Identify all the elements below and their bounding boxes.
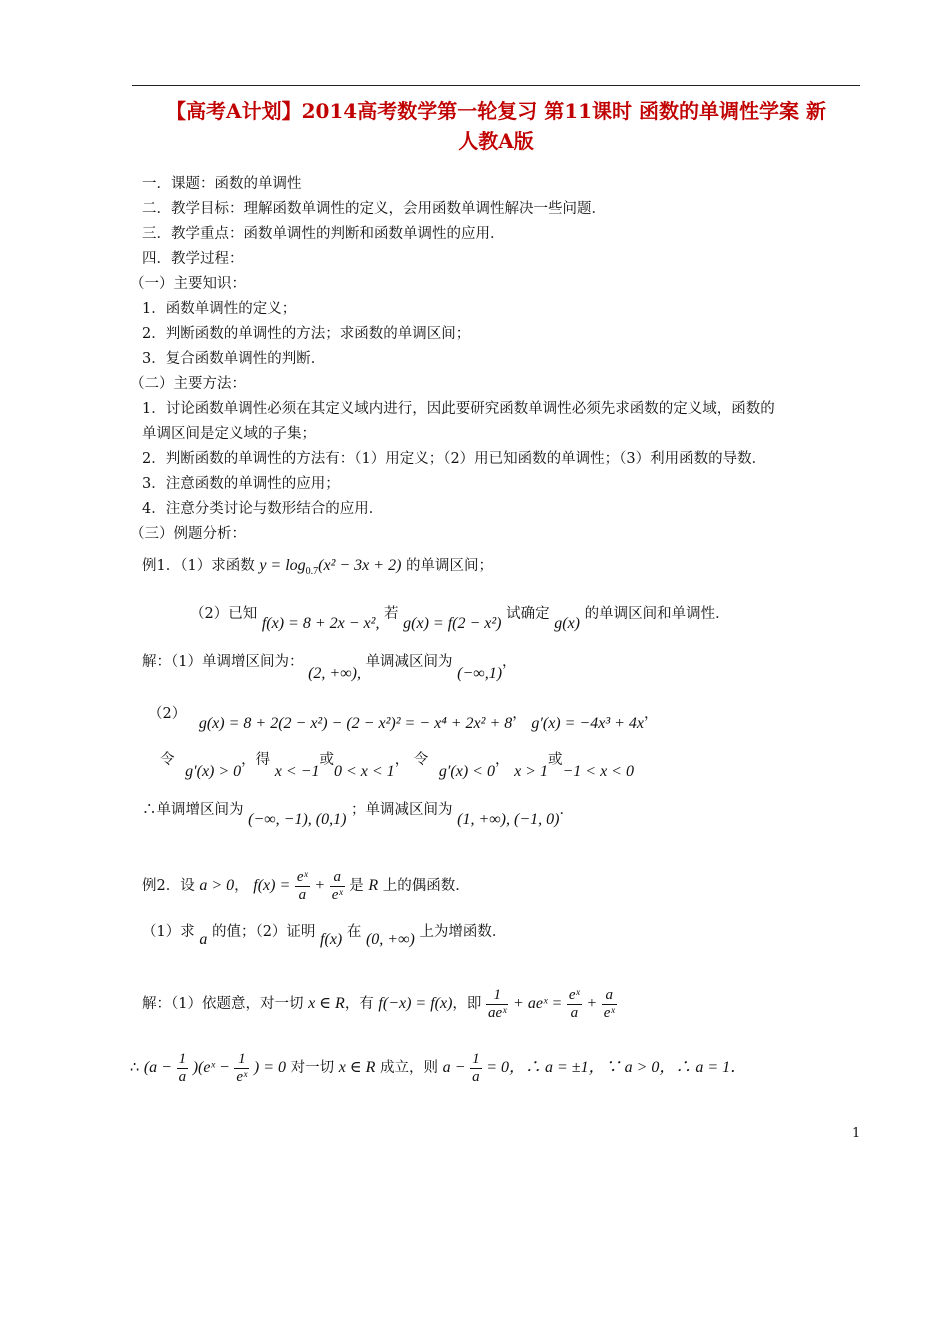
knowledge-item: 2．判断函数的单调性的方法；求函数的单调区间； (142, 326, 471, 342)
ex2q-f: f(x) (320, 931, 343, 948)
solution6-line (130, 1048, 746, 1088)
section-goals: 二．教学目标：理解函数单调性的定义，会用函数单调性解决一些问题． (142, 201, 606, 217)
ex2-post: 上的偶函数． (382, 878, 470, 894)
ex1-b-f: f(x) = 8 + 2x − x², (261, 615, 380, 632)
sol5-frac1-den: aeˣ (488, 1004, 507, 1021)
sol6-p3: ) = 0 (253, 1059, 287, 1076)
ex2-frac2 (330, 869, 345, 904)
sol3-0-x-1: 0 < x < 1 (333, 763, 395, 780)
methods-item: 4．注意分类讨论与数形结合的应用． (142, 501, 384, 517)
sol5-ie: ，即 (452, 996, 482, 1012)
ex2-is: 是 (349, 878, 364, 894)
ex2q-find: （1）求 (142, 924, 195, 940)
sol1-text: 解：（1）单调增区间为： (142, 654, 304, 670)
document-title (132, 96, 860, 156)
sol3-let2: 令 (413, 752, 429, 768)
solution4-line (142, 800, 574, 828)
ex2-frac1-num: eˣ (296, 868, 308, 885)
ex1-a-formula (259, 557, 402, 578)
sol3-neg1-x-0: −1 < x < 0 (562, 763, 634, 780)
title-line-1: 【高考A计划】2014高考数学第一轮复习 第11课时 函数的单调性学案 新 (166, 99, 826, 123)
ex1-b-g: g(x) = f(2 − x²) (403, 615, 502, 632)
ex2-a-positive: a > 0 (199, 877, 235, 894)
ex2-sep: ， (234, 878, 249, 894)
section-topic: 一．课题：函数的单调性 (142, 176, 302, 192)
methods-item: 单调区间是定义域的子集； (142, 426, 316, 442)
sol2-g-expansion: g(x) = 8 + 2(2 − x²) − (2 − x²)² = − x⁴ + 2x² + 8 (198, 715, 513, 732)
example1-part1 (142, 556, 493, 582)
sol5-frac3 (602, 987, 617, 1022)
sol3-x-lt-neg1: x < −1 (274, 763, 320, 780)
sol3-or: 或 (319, 752, 334, 768)
sol5-text: 解：（1）依题意，对一切 (142, 996, 304, 1012)
sol1-end: ， (502, 654, 517, 670)
sol4-decreasing: (1, +∞), (−1, 0) (457, 811, 560, 828)
ex2-text: 例2．设 (142, 878, 195, 894)
ex2q-a: a (199, 931, 208, 948)
ex1-a-post: 的单调区间； (406, 558, 494, 574)
page-number: 1 (852, 1126, 861, 1141)
sol6-x-in-R: x ∈ R (338, 1059, 376, 1076)
knowledge-heading: （一）主要知识： (130, 276, 246, 292)
sol2-end: ， (644, 706, 659, 722)
sol4-end: ． (559, 802, 574, 818)
sol6-therefore: ∴ (130, 1060, 140, 1076)
examples-heading: （三）例题分析： (130, 526, 246, 542)
section-process: 四．教学过程： (142, 251, 244, 267)
knowledge-item: 1．函数单调性的定义； (142, 301, 297, 317)
sol5-even: f(−x) = f(x) (378, 995, 453, 1012)
sol2-label: （2） (148, 706, 187, 722)
ex2q-post: 上为增函数． (419, 924, 507, 940)
ex2q-mid: 的值；（2）证明 (211, 924, 316, 940)
methods-item: 1．讨论函数单调性必须在其定义域内进行，因此要研究函数单调性必须先求函数的定义域，函数的 (142, 401, 775, 417)
ex2-frac2-num: a (330, 869, 345, 887)
methods-heading: （二）主要方法： (130, 376, 246, 392)
example2-questions (142, 922, 507, 948)
sol5-frac3-den: eˣ (603, 1004, 615, 1021)
ex2q-on: 在 (346, 924, 362, 940)
sol6-a-minus: a − (442, 1059, 466, 1076)
sol4-increasing: (−∞, −1), (0,1) (248, 811, 347, 828)
ex2q-interval: (0, +∞) (365, 931, 415, 948)
sol1-mid: 单调减区间为 (365, 654, 453, 670)
sol5-frac3-num: a (602, 987, 617, 1005)
sol5-frac2-den: a (570, 1004, 579, 1021)
sol5-frac2-num: eˣ (568, 986, 580, 1003)
sol6-for-all: 对一切 (290, 1060, 335, 1076)
ex2-R: R (368, 877, 379, 894)
sol6-frac2-num: 1 (234, 1051, 249, 1069)
sol2-sep: ， (512, 706, 527, 722)
sol6-frac2 (234, 1051, 249, 1086)
sol6-holds: 成立，则 (380, 1060, 439, 1076)
sol6-frac3-den: a (472, 1068, 480, 1085)
ex1-a-text: 例1．（1）求函数 (142, 558, 255, 574)
ex2-frac1-den: a (298, 886, 307, 903)
sol3-deriv-pos: g′(x) > 0 (185, 763, 242, 780)
sol3-deriv-neg: g′(x) < 0 (438, 763, 495, 780)
sol6-p1: (a − (143, 1059, 172, 1076)
solution3-line (160, 750, 634, 780)
sol5-plus: + (586, 995, 598, 1012)
sol6-eq-zero: = 0 (486, 1059, 509, 1076)
ex1-a-arg: (x² − 3x + 2) (318, 557, 402, 574)
sol6-frac1-den: a (178, 1068, 187, 1085)
ex1-b-gx: g(x) (554, 615, 580, 632)
sol5-frac2 (567, 987, 582, 1022)
solution1-line (142, 652, 517, 682)
sol4-text: ∴单调增区间为 (142, 802, 244, 818)
sol3-let: 令 (160, 752, 175, 768)
sol3-sep: ， (394, 752, 410, 768)
header-rule (132, 85, 860, 86)
ex2-frac2-den: eˣ (331, 886, 343, 903)
ex1-a-log: y = log (259, 557, 306, 574)
sol4-mid: ；单调减区间为 (351, 802, 453, 818)
ex2-frac1 (295, 869, 310, 904)
example1-part2 (190, 604, 730, 632)
sol6-frac2-den: eˣ (236, 1068, 248, 1085)
ex1-b-determine: 试确定 (506, 606, 550, 622)
ex1-a-base: 0.7 (305, 566, 319, 578)
sol6-frac3-num: 1 (472, 1050, 480, 1067)
sol1-increasing-interval: (2, +∞), (308, 665, 361, 682)
example2-line (142, 866, 470, 906)
sol5-x-in-R: x ∈ R (308, 995, 345, 1012)
ex1-b-if: 若 (384, 606, 399, 622)
sol3-get: ，得 (241, 752, 271, 768)
methods-item: 3．注意函数的单调性的应用； (142, 476, 340, 492)
sol5-have: ，有 (344, 996, 374, 1012)
sol5-mid: + aeˣ = (513, 995, 563, 1012)
sol3-x-gt-1: x > 1 (514, 763, 548, 780)
section-focus: 三．教学重点：函数单调性的判断和函数单调性的应用． (142, 226, 505, 242)
sol3-or2: 或 (547, 752, 563, 768)
ex1-b-post: 的单调区间和单调性． (584, 606, 730, 622)
sol6-conclusion: ，∴ a = ±1，∵ a > 0，∴ a = 1． (508, 1059, 747, 1076)
sol6-frac1 (177, 1051, 189, 1086)
sol6-frac3 (470, 1051, 482, 1086)
sol6-p2: )(eˣ − (192, 1059, 230, 1076)
knowledge-item: 3．复合函数单调性的判断． (142, 351, 326, 367)
solution2-line (148, 704, 659, 732)
title-line-2: 人教A版 (458, 129, 534, 153)
sol1-decreasing-interval: (−∞,1) (457, 665, 503, 682)
sol2-derivative: g′(x) = −4x³ + 4x (531, 715, 645, 732)
ex1-b-text: （2）已知 (190, 606, 258, 622)
ex2-plus: + (314, 877, 326, 894)
ex2-f-def: f(x) = (253, 877, 291, 894)
sol5-frac1-num: 1 (486, 987, 508, 1005)
sol5-frac1 (486, 987, 508, 1022)
sol3-sep2: ， (494, 752, 510, 768)
solution5-line (142, 984, 617, 1024)
methods-item: 2．判断函数的单调性的方法有：（1）用定义；（2）用已知函数的单调性；（3）利用函数的导数． (142, 451, 767, 467)
sol6-frac1-num: 1 (178, 1050, 187, 1067)
